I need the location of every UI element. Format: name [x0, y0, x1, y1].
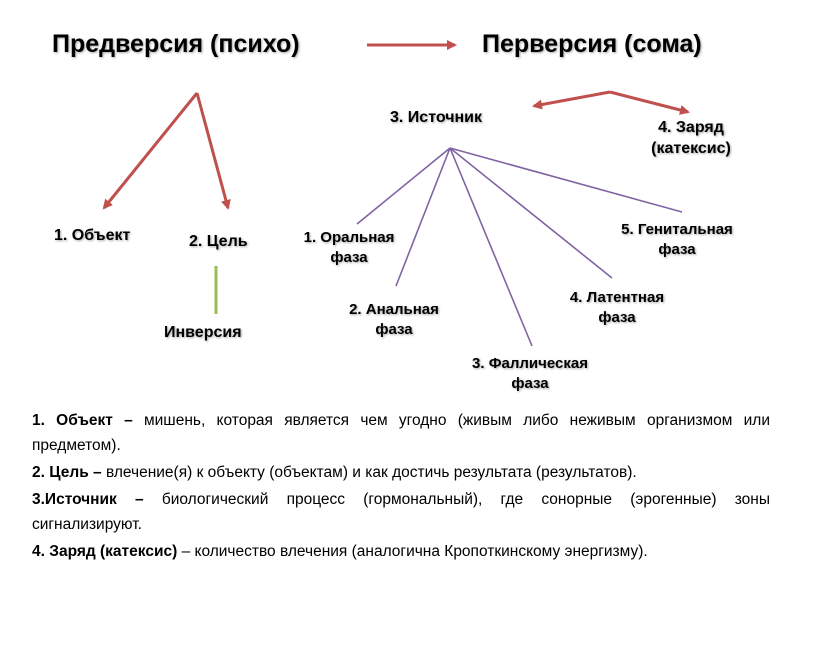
line-phallic: [450, 148, 532, 346]
node-phase-oral: [290, 228, 408, 267]
definition-source-term: 3.Источник –: [32, 491, 144, 508]
node-phase-genital: [605, 220, 749, 259]
node-charge-line1: 4. Заряд: [658, 119, 724, 136]
definition-object-term: 1. Объект –: [32, 412, 133, 429]
arrow-to-object: [104, 93, 197, 208]
arrow-to-source: [534, 92, 610, 106]
phase-phallic-line1: 3. Фаллическая: [472, 355, 588, 372]
definition-charge-text: – количество влечения (аналогична Кропоткинскому энергизму).: [177, 543, 648, 560]
phase-phallic-line2: фаза: [511, 374, 549, 392]
definition-object-text: мишень, которая является чем угодно (живым либо неживым организмом или предметом).: [32, 412, 770, 454]
node-phase-phallic: [455, 354, 605, 393]
node-charge-line2: (катексис): [651, 139, 731, 157]
phase-latent-line1: 4. Латентная: [569, 289, 665, 306]
phase-anal-line2: фаза: [375, 320, 413, 338]
node-inversion: Инверсия: [164, 324, 242, 341]
node-source: 3. Источник: [390, 109, 482, 126]
line-oral: [357, 148, 450, 224]
phase-latent-line2: фаза: [598, 308, 636, 326]
node-object: 1. Объект: [54, 227, 131, 244]
phase-oral-line1: 1. Оральная: [303, 229, 395, 246]
definition-charge-term: 4. Заряд (катексис): [32, 543, 178, 560]
definitions-block: [32, 408, 770, 566]
right-title: Перверсия (сома): [482, 30, 702, 58]
definition-goal-text: влечение(я) к объекту (объектам) и как достичь результата (результатов).: [101, 464, 637, 481]
phase-anal-line1: 2. Анальная: [349, 301, 439, 318]
definition-source: [32, 487, 770, 537]
definition-goal-term: 2. Цель –: [32, 464, 102, 481]
definition-object: [32, 408, 770, 458]
definition-charge: [32, 539, 770, 564]
node-goal: 2. Цель: [189, 233, 248, 250]
definition-source-text: биологический процесс (гормональный), где сонорные (эрогенные) зоны сигнализируют.: [32, 491, 771, 533]
phase-genital-line2: фаза: [658, 240, 696, 258]
left-title: Предверсия (психо): [52, 30, 300, 58]
phase-oral-line2: фаза: [330, 248, 368, 266]
definition-goal: [32, 460, 770, 485]
arrow-to-charge: [610, 92, 688, 112]
node-phase-latent: [555, 288, 679, 327]
phase-genital-line1: 5. Генитальная: [621, 221, 733, 238]
node-charge: [635, 118, 747, 160]
line-latent: [450, 148, 612, 278]
node-phase-anal: [335, 300, 453, 339]
arrow-to-goal: [197, 93, 228, 208]
